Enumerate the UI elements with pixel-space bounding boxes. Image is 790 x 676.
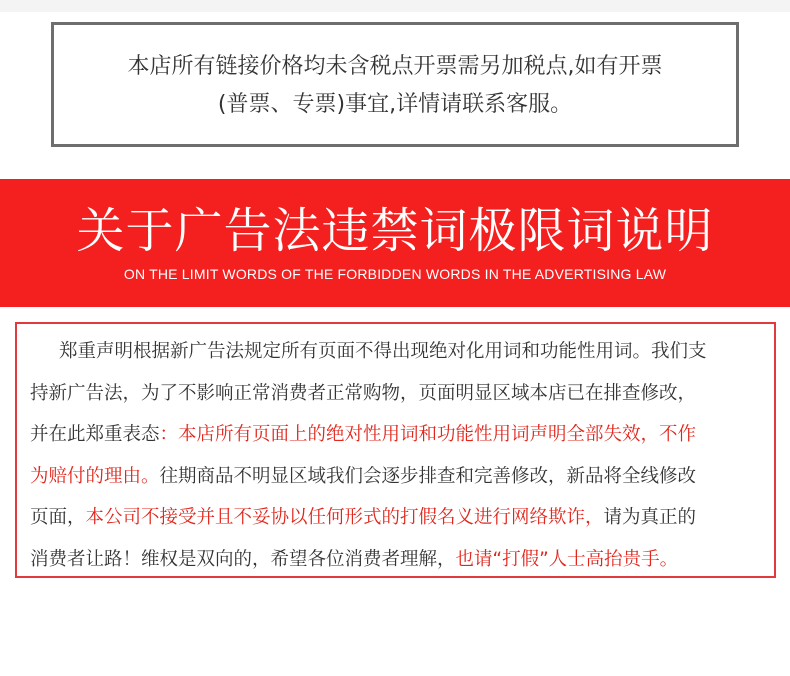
statement-text: 往期商品不明显区域我们会逐步排查和完善修改，新品将全线修改 (159, 465, 697, 487)
statement-text: 请为真正的 (603, 507, 697, 528)
statement-notice-box (15, 322, 776, 578)
statement-text: 郑重声明根据新广告法规定所有页面不得出现绝对化用词和功能性用词。我们支 (59, 341, 707, 362)
tax-notice-line-2: (普票、专票)事宜,详情请联系客服。 (217, 91, 573, 117)
tax-notice-line-1: 本店所有链接价格均未含税点开票需另加税点,如有开票 (127, 53, 663, 79)
statement-line-4 (30, 456, 766, 498)
tax-invoice-notice-box (51, 22, 739, 147)
banner-subtitle: ON THE LIMIT WORDS OF THE FORBIDDEN WORDS IN THE ADVERTISING LAW (123, 266, 667, 282)
statement-line-6 (30, 539, 766, 581)
statement-line-3 (30, 414, 766, 456)
statement-text: 页面， (30, 507, 86, 528)
statement-line-5 (30, 497, 766, 539)
statement-text: 持新广告法，为了不影响正常消费者正常购物，页面明显区域本店已在排查修改， (30, 382, 697, 404)
banner-title: 关于广告法违禁词极限词说明 (76, 203, 714, 259)
statement-highlight-text: ：本店所有页面上的绝对性用词和功能性用词声明全部失效，不作 (159, 424, 697, 445)
statement-line-1 (30, 331, 766, 373)
statement-highlight-text: 也请“打假”人士高抬贵手。 (455, 548, 679, 570)
statement-text: 消费者让路！维权是双向的，希望各位消费者理解， (30, 548, 456, 570)
statement-text: 并在此郑重表态 (30, 424, 160, 445)
advertising-law-banner (0, 179, 790, 307)
statement-line-2 (30, 373, 766, 415)
statement-highlight-text: 本公司不接受并且不妥协以任何形式的打假名义进行网络欺诈， (85, 507, 604, 528)
top-divider-strip (0, 0, 790, 12)
statement-highlight-text: 为赔付的理由。 (30, 465, 160, 487)
